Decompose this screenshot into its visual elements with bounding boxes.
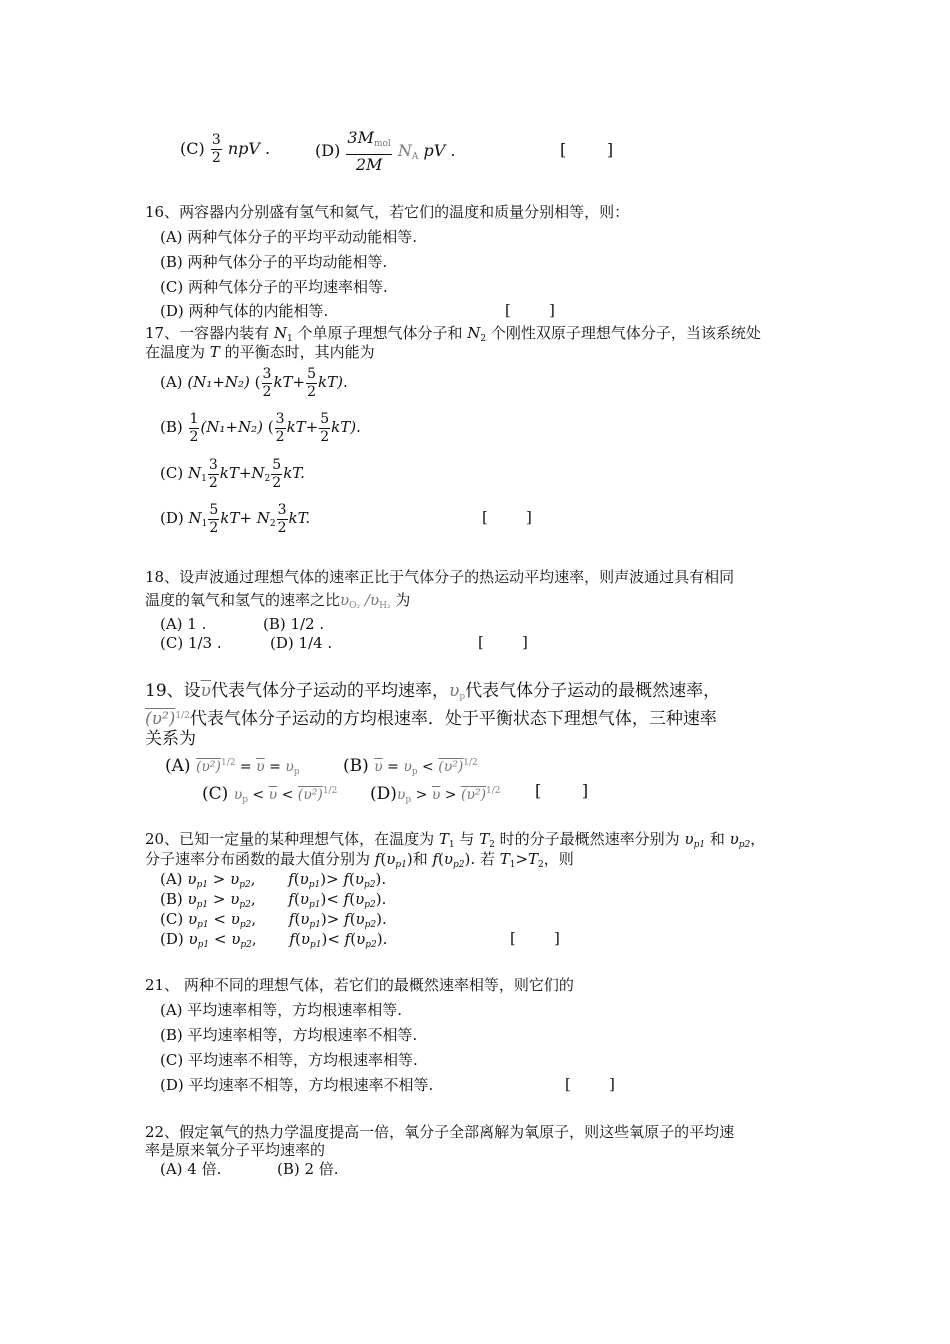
- avogadro-symbol: N: [397, 141, 412, 160]
- subscript: p: [459, 692, 466, 702]
- operator: <: [209, 930, 232, 948]
- q17-option-a: [160, 362, 348, 402]
- symbol-v: υ: [403, 759, 412, 775]
- subscript: p1: [308, 880, 321, 890]
- option-label: (A): [165, 756, 191, 776]
- numerator: 3: [211, 132, 221, 148]
- symbol-f: f: [432, 850, 439, 868]
- text: 和: [412, 850, 433, 868]
- option-label: (D): [315, 141, 341, 160]
- symbol-f: f: [343, 870, 350, 888]
- subscript: 2: [538, 860, 544, 870]
- symbol-v: υ: [231, 930, 241, 948]
- operator: >: [207, 870, 231, 888]
- subscript: p2: [239, 900, 251, 910]
- subscript: p2: [239, 920, 252, 930]
- fraction: [306, 366, 317, 401]
- subscript: p1: [197, 920, 209, 930]
- q21-stem: 21、 两种不同的理想气体，若它们的最概然速率相等，则它们的: [145, 976, 574, 994]
- q21-option-b: (B) 平均速率相等，方均根速率不相等.: [160, 1026, 418, 1044]
- fraction: [275, 411, 286, 446]
- paren: (: [254, 373, 261, 391]
- option-label: (C): [180, 139, 205, 158]
- symbol-v: υ: [188, 930, 198, 948]
- subscript: p2: [365, 940, 377, 950]
- symbol-f: f: [344, 910, 350, 928]
- operator: =: [235, 759, 257, 775]
- answer-bracket[interactable]: [ ]: [560, 140, 614, 159]
- option-label: (B): [160, 890, 183, 908]
- text: 代表气体分子运动的平均速率，: [210, 681, 449, 701]
- subscript: p2: [738, 840, 751, 850]
- subscript: p2: [453, 860, 465, 870]
- q18-stem-line2: [145, 590, 410, 616]
- symbol-v: υ: [355, 910, 365, 928]
- fraction: [271, 457, 282, 492]
- fraction: [208, 457, 219, 492]
- symbol-v: υ: [396, 787, 406, 803]
- subscript: 2: [264, 474, 271, 484]
- symbol-f: f: [343, 890, 350, 908]
- q20-option-a: (A) $\upsilon_{p1} > \upsilon_{p2}$, $f(\upsilon_{p1})> f(\upsilon_{p2})$.: [160, 870, 387, 890]
- q18-stem-line1: 18、设声波通过理想气体的速率正比于气体分子的热运动平均速率，则声波通过具有相同: [145, 568, 735, 586]
- rms-symbol: (υ²): [438, 759, 464, 775]
- fraction: [189, 411, 200, 446]
- q17-stem-line2: [145, 342, 375, 362]
- subscript: H₂: [379, 601, 391, 611]
- q21-option-d: (D) 平均速率不相等，方均根速率不相等.: [160, 1076, 434, 1094]
- subscript: p: [405, 795, 412, 805]
- fraction: [319, 411, 330, 446]
- rms-symbol: (υ²): [297, 787, 323, 803]
- answer-bracket[interactable]: [ ]: [510, 929, 560, 947]
- superscript: 1/2: [486, 786, 501, 796]
- symbol-v-bar: $\overline{\upsilon}$: [268, 787, 278, 803]
- text: . 若: [470, 850, 500, 868]
- expression: kT).: [318, 373, 348, 391]
- symbol-v: υ: [443, 850, 454, 868]
- superscript: 1/2: [175, 711, 190, 721]
- subscript: p1: [693, 840, 706, 850]
- expression: kT.: [288, 509, 311, 527]
- expression: (N₁+N₂): [187, 373, 250, 391]
- q22-stem-line1: 22、假定氧气的热力学温度提高一倍，氧分子全部离解为氧原子，则这些氧原子的平均速: [145, 1123, 735, 1141]
- numerator: 3: [275, 410, 285, 427]
- q16-option-c: (C) 两种气体分子的平均速率相等.: [160, 278, 388, 296]
- q16-stem: 16、两容器内分别盛有氢气和氦气，若它们的温度和质量分别相等，则：: [145, 203, 630, 221]
- symbol-v: υ: [356, 930, 366, 948]
- subscript: p2: [364, 900, 376, 910]
- text: 17、一容器内装有: [145, 324, 274, 342]
- symbol-v: υ: [230, 890, 240, 908]
- denominator: 2: [307, 383, 317, 400]
- subscript: p2: [364, 920, 377, 930]
- symbol-v-bar: $\overline{\upsilon}$: [200, 681, 211, 701]
- operator: =: [264, 759, 286, 775]
- symbol-v: υ: [729, 830, 739, 848]
- text: 个单原子理想气体分子和: [292, 324, 468, 342]
- q21-option-c: (C) 平均速率不相等，方均根速率相等.: [160, 1051, 418, 1069]
- text: ，则: [543, 850, 574, 868]
- q19-option-d: [370, 780, 501, 811]
- subscript: p: [242, 795, 248, 805]
- symbol-v: υ: [355, 890, 365, 908]
- operator: >: [440, 787, 461, 803]
- symbol-f: f: [289, 930, 295, 948]
- expression: kT+: [286, 418, 319, 436]
- fraction: [211, 132, 222, 167]
- numerator: 3: [262, 365, 272, 382]
- expression: kT+: [273, 373, 306, 391]
- q22-option-b: (B) 2 倍.: [277, 1160, 339, 1178]
- answer-bracket[interactable]: [ ]: [482, 508, 532, 526]
- fraction: [262, 366, 273, 401]
- subscript: 1: [286, 334, 293, 344]
- text: 代表气体分子运动的方均根速率．处于平衡状态下理想气体，三种速率: [189, 709, 717, 729]
- text: 和: [705, 830, 730, 848]
- fraction: [208, 502, 219, 537]
- numerator: 5: [320, 410, 330, 427]
- denominator: 2: [277, 519, 287, 536]
- expression: kT.: [283, 464, 305, 482]
- answer-bracket[interactable]: [ ]: [535, 781, 589, 800]
- symbol-f: f: [374, 850, 381, 868]
- text: 分子速率分布函数的最大值分别为: [145, 850, 375, 868]
- text: 19、设: [145, 681, 201, 701]
- symbol-t: T: [499, 850, 510, 868]
- operator: <: [277, 787, 298, 803]
- symbol-n2: N: [256, 509, 270, 527]
- superscript: 1/2: [463, 758, 478, 768]
- subscript: p2: [364, 880, 376, 890]
- symbol-n2: N: [251, 464, 265, 482]
- subscript: p: [293, 767, 300, 777]
- option-label: (D): [160, 509, 184, 527]
- q16-option-b: (B) 两种气体分子的平均动能相等.: [160, 253, 388, 271]
- q19-stem-line1: [145, 680, 720, 708]
- operator: >: [208, 890, 231, 908]
- expression: kT+: [219, 464, 252, 482]
- option-label: (A): [160, 373, 183, 391]
- numerator: 1: [189, 410, 199, 427]
- subscript: p2: [239, 880, 251, 890]
- operator: =: [382, 759, 404, 775]
- option-label: (A): [160, 870, 183, 888]
- subscript: 1: [509, 860, 516, 870]
- numerator: 3: [277, 501, 287, 518]
- denominator: 2: [211, 150, 221, 166]
- q18-option-c: (C) 1/3 .: [160, 634, 222, 652]
- denominator: 2: [262, 383, 272, 400]
- numerator: 3M: [347, 128, 374, 147]
- text: 与: [454, 830, 480, 848]
- expression: kT+: [220, 509, 252, 527]
- subscript: 1: [448, 840, 455, 850]
- expression: pV .: [423, 141, 456, 160]
- q15-option-c: [180, 132, 270, 167]
- answer-bracket[interactable]: [ ]: [505, 301, 555, 319]
- symbol-v: υ: [233, 787, 243, 803]
- expression: npV .: [227, 139, 271, 158]
- fraction: [346, 128, 391, 175]
- subscript: 2: [480, 334, 487, 344]
- symbol-v: υ: [369, 591, 380, 609]
- slash: /: [360, 591, 370, 609]
- q20-option-c: (C) $\upsilon_{p1} < \upsilon_{p2}$, $f(\upsilon_{p1})> f(\upsilon_{p2})$.: [160, 910, 387, 930]
- option-label: (D): [160, 930, 184, 948]
- symbol-v: υ: [448, 681, 460, 701]
- denominator: 2: [209, 519, 219, 536]
- symbol-v: υ: [187, 890, 197, 908]
- q19-option-a: [165, 752, 300, 783]
- q20-option-b: (B) $\upsilon_{p1} > \upsilon_{p2}$, $f(\upsilon_{p1})< f(\upsilon_{p2})$.: [160, 890, 387, 910]
- denominator: 2: [272, 474, 282, 491]
- subscript: p1: [196, 880, 208, 890]
- operator: <: [247, 787, 269, 803]
- subscript: O₂: [349, 601, 361, 611]
- symbol-n2: N: [467, 324, 481, 342]
- text: 为: [390, 591, 411, 609]
- denominator: 2: [208, 474, 218, 491]
- symbol-t: T: [528, 850, 539, 868]
- q17-option-c: [160, 453, 305, 499]
- option-label: (D): [370, 784, 397, 804]
- symbol-v: υ: [340, 591, 350, 609]
- symbol-f: f: [288, 870, 294, 888]
- q16-option-a: (A) 两种气体分子的平均平动动能相等.: [160, 228, 418, 246]
- subscript: 1: [201, 519, 208, 529]
- expression: (N₁+N₂): [200, 418, 263, 436]
- q22-stem-line2: 率是原来氧分子平均速率的: [145, 1141, 326, 1159]
- numerator: 5: [209, 501, 219, 518]
- q18-option-b: (B) 1/2 .: [263, 615, 325, 633]
- q17-option-b: [160, 407, 361, 447]
- subscript: mol: [373, 139, 391, 149]
- q22-option-a: (A) 4 倍.: [160, 1160, 222, 1178]
- option-label: (B): [160, 418, 183, 436]
- q19-stem-line2: [145, 705, 717, 730]
- option-label: (C): [160, 910, 184, 928]
- denominator: 2: [189, 428, 199, 445]
- symbol-f: f: [288, 910, 295, 928]
- subscript: 2: [269, 519, 276, 529]
- denominator: 2: [320, 428, 330, 445]
- symbol-f: f: [344, 930, 351, 948]
- symbol-v: υ: [299, 890, 309, 908]
- subscript: p: [411, 767, 418, 777]
- numerator: 3: [208, 456, 218, 473]
- subscript: 1: [201, 474, 207, 484]
- symbol-v: υ: [187, 870, 197, 888]
- q18-option-d: (D) 1/4 .: [270, 634, 333, 652]
- rms-symbol: (υ²): [195, 759, 221, 775]
- denominator: 2: [275, 428, 285, 445]
- expression: kT).: [331, 418, 361, 436]
- symbol-v: υ: [354, 870, 365, 888]
- text: 时的分子最概然速率分别为: [494, 830, 685, 848]
- text: 代表气体分子运动的最概然速率，: [465, 681, 721, 701]
- symbol-f: f: [288, 890, 294, 908]
- fraction: [277, 502, 288, 537]
- operator: >: [411, 787, 432, 803]
- operator: <: [208, 910, 231, 928]
- answer-bracket[interactable]: [ ]: [565, 1075, 615, 1093]
- q19-option-c: [202, 780, 337, 811]
- symbol-v: υ: [230, 870, 240, 888]
- symbol-t: T: [479, 830, 490, 848]
- symbol-v: υ: [386, 850, 396, 868]
- q18-option-a: (A) 1 .: [160, 615, 207, 633]
- denominator: 2M: [355, 155, 383, 174]
- rms-symbol: (υ²): [145, 709, 176, 729]
- q20-option-d: (D) $\upsilon_{p1} < \upsilon_{p2}$, $f(\upsilon_{p1})< f(\upsilon_{p2})$.: [160, 930, 388, 950]
- superscript: 1/2: [221, 758, 236, 768]
- symbol-v: υ: [230, 910, 240, 928]
- symbol-v: υ: [300, 910, 310, 928]
- numerator: 5: [307, 365, 317, 382]
- text: 在温度为: [145, 343, 210, 361]
- text: 的平衡态时，其内能为: [219, 343, 375, 361]
- operator: <: [417, 759, 439, 775]
- subscript: p1: [197, 940, 210, 950]
- subscript: p1: [309, 940, 322, 950]
- symbol-v: υ: [299, 870, 309, 888]
- symbol-v-bar: $\overline{\upsilon}$: [256, 759, 265, 775]
- option-label: (B): [343, 756, 369, 776]
- subscript: p2: [240, 940, 252, 950]
- symbol-v: υ: [300, 930, 310, 948]
- rms-symbol: (υ²): [460, 787, 487, 803]
- symbol-v-bar: $\overline{\upsilon}$: [431, 787, 441, 803]
- symbol-v: υ: [285, 759, 294, 775]
- subscript: p1: [196, 900, 209, 910]
- q19-stem-line3: 关系为: [145, 729, 196, 749]
- q21-option-a: (A) 平均速率相等，方均根速率相等.: [160, 1001, 403, 1019]
- symbol-v-bar: $\overline{\upsilon}$: [374, 759, 383, 775]
- text: 温度的氧气和氢气的速率之比: [145, 591, 341, 609]
- symbol-n1: N: [273, 324, 287, 342]
- text: ，: [750, 830, 766, 848]
- symbol-n1: N: [187, 464, 202, 482]
- symbol-n1: N: [188, 509, 202, 527]
- symbol-t: T: [209, 343, 220, 361]
- subscript: p1: [309, 920, 321, 930]
- text: 个刚性双原子理想气体分子，当该系统处: [486, 324, 761, 342]
- numerator: 5: [272, 456, 282, 473]
- subscript: A: [411, 152, 419, 162]
- q20-stem-line2: 分子速率分布函数的最大值分别为 $f(\upsilon_{p1})$和 $f(\upsilon_{p2})$. 若 $T_1>T_2$，则: [145, 850, 574, 870]
- text: 20、已知一定量的某种理想气体，在温度为: [145, 830, 439, 848]
- subscript: p1: [308, 900, 321, 910]
- q17-option-d: [160, 498, 310, 544]
- symbol-v: υ: [187, 910, 198, 928]
- subscript: 2: [489, 840, 495, 850]
- q16-option-d: (D) 两种气体的内能相等.: [160, 302, 329, 320]
- answer-bracket[interactable]: [ ]: [478, 633, 528, 651]
- option-label: (C): [202, 784, 229, 804]
- q19-option-b: [343, 752, 478, 783]
- symbol-v: υ: [684, 830, 694, 848]
- symbol-t: T: [438, 830, 449, 848]
- superscript: 1/2: [322, 786, 338, 796]
- option-label: (C): [160, 464, 184, 482]
- subscript: p1: [395, 860, 407, 870]
- paren: (: [267, 418, 274, 436]
- q15-option-d: [315, 128, 455, 177]
